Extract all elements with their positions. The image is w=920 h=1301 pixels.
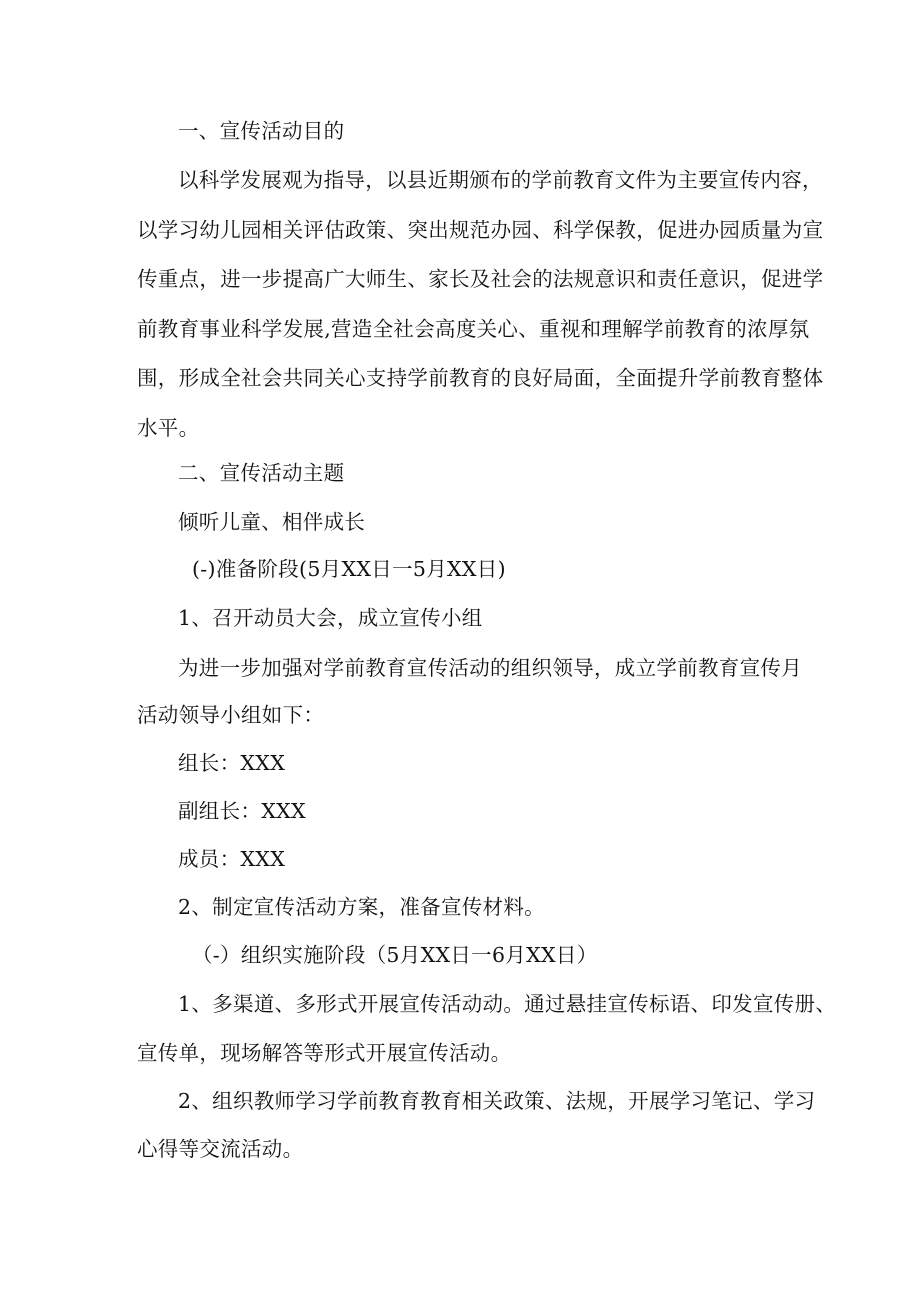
paragraph-line: 前教育事业科学发展,营造全社会高度关心、重视和理解学前教育的浓厚氛: [137, 317, 810, 341]
group-vice-leader: 副组长：XXX: [178, 799, 306, 823]
group-members: 成员：XXX: [178, 847, 286, 871]
paragraph-line: 水平。: [137, 416, 200, 440]
list-item: 2、制定宣传活动方案，准备宣传材料。: [178, 895, 545, 919]
paragraph-line: 传重点，进一步提高广大师生、家长及社会的法规意识和责任意识，促进学: [137, 267, 824, 291]
theme-text: 倾听儿童、相伴成长: [178, 510, 366, 534]
stage-heading-implementation: （-）组织实施阶段（5月XX日一6月XX日）: [192, 943, 598, 967]
section-heading-theme: 二、宣传活动主题: [178, 461, 345, 485]
group-leader: 组长：XXX: [178, 751, 286, 775]
list-item-continued: 心得等交流活动。: [137, 1137, 304, 1161]
list-item: 1、召开动员大会，成立宣传小组: [178, 606, 483, 630]
paragraph-line: 活动领导小组如下：: [137, 703, 325, 727]
paragraph-line: 为进一步加强对学前教育宣传活动的组织领导，成立学前教育宣传月: [178, 656, 802, 680]
list-item-continued: 宣传单，现场解答等形式开展宣传活动。: [137, 1041, 512, 1065]
paragraph-line: 以科学发展观为指导，以县近期颁布的学前教育文件为主要宣传内容，: [178, 168, 823, 192]
paragraph-line: 以学习幼儿园相关评估政策、突出规范办园、科学保教，促进办园质量为宣: [137, 218, 824, 242]
list-item: 1、多渠道、多形式开展宣传活动动。通过悬挂宣传标语、印发宣传册、: [178, 992, 837, 1016]
list-item: 2、组织教师学习学前教育教育相关政策、法规，开展学习笔记、学习: [178, 1089, 816, 1113]
paragraph-line: 围，形成全社会共同关心支持学前教育的良好局面，全面提升学前教育整体: [137, 366, 824, 390]
stage-heading-preparation: (-)准备阶段(5月XX日一5月XX日): [192, 557, 506, 581]
section-heading-purpose: 一、宣传活动目的: [178, 119, 345, 143]
